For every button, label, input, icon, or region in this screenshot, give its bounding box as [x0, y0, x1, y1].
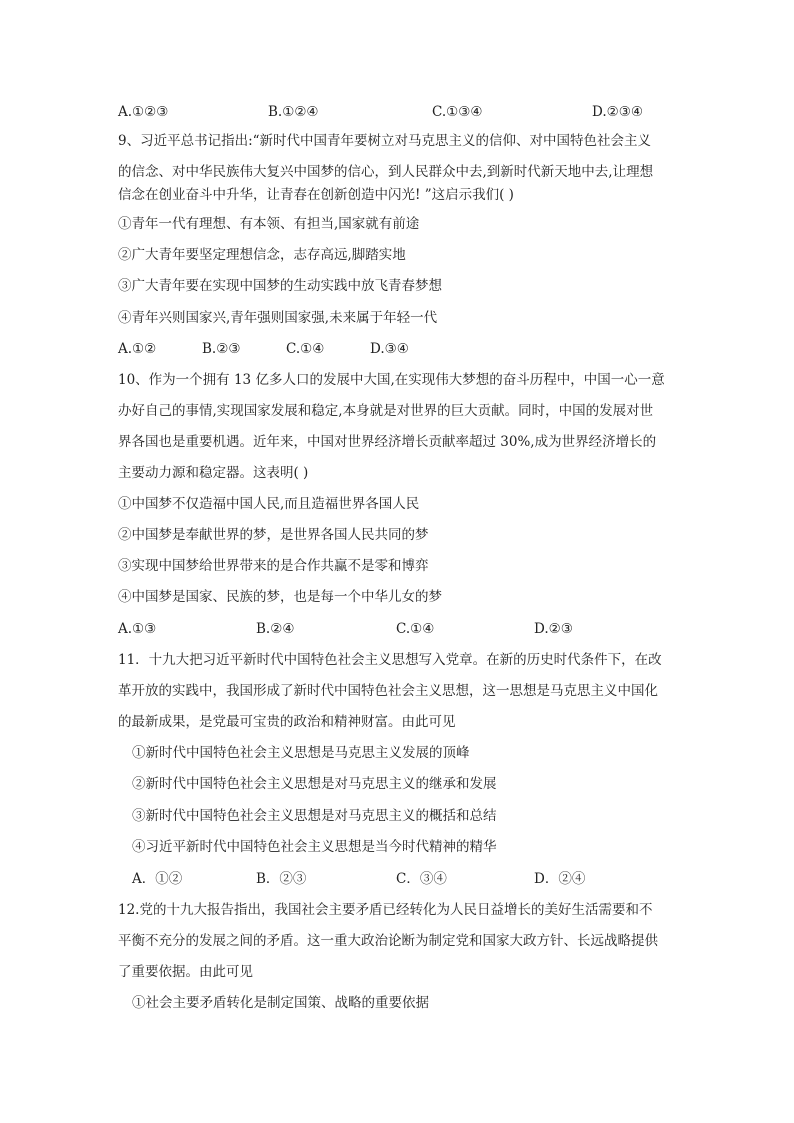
q8-option-a: A.①②③ — [118, 104, 169, 120]
q11-stem-line-2: 革开放的实践中，我国形成了新时代中国特色社会主义思想，这一思想是马克思主义中国化 — [118, 683, 658, 699]
q12-stem-line-3: 了重要依据。由此可见 — [118, 964, 253, 980]
q9-stem-line-2: 的信念、对中华民族伟大复兴中国梦的信心，到人民群众中去,到新时代新天地中去,让理想 — [118, 164, 654, 180]
q8-option-d: D.②③④ — [592, 104, 643, 120]
q10-stem-line-4: 主要动力源和稳定器。这表明( ) — [118, 465, 309, 481]
q9-statement-1: ①青年一代有理想、有本领、有担当,国家就有前途 — [118, 216, 420, 232]
q10-statement-4: ④中国梦是国家、民族的梦，也是每一个中华儿女的梦 — [118, 589, 442, 605]
q10-statement-3: ③实现中国梦给世界带来的是合作共赢不是零和博弈 — [118, 558, 429, 574]
q9-option-d: D.③④ — [370, 341, 409, 357]
q11-statement-2: ②新时代中国特色社会主义思想是对马克思主义的继承和发展 — [132, 776, 497, 792]
q10-option-d: D.②③ — [534, 621, 573, 637]
q8-options — [118, 102, 678, 122]
q12-statement-1: ①社会主要矛盾转化是制定国策、战略的重要依据 — [132, 995, 429, 1011]
q11-statement-3: ③新时代中国特色社会主义思想是对马克思主义的概括和总结 — [132, 808, 497, 824]
q10-stem-line-1: 10、作为一个拥有 13 亿多人口的发展中大国,在实现伟大梦想的奋斗历程中，中国一心一意 — [118, 372, 665, 388]
q11-options — [132, 869, 692, 889]
q9-option-a: A.①② — [118, 341, 157, 357]
q11-statement-1: ①新时代中国特色社会主义思想是马克思主义发展的顶峰 — [132, 745, 470, 761]
q11-option-b: B．②③ — [256, 871, 307, 887]
q12-stem-line-2: 平衡不充分的发展之间的矛盾。这一重大政治论断为制定党和国家大政方针、长远战略提供 — [118, 933, 658, 949]
q10-option-c: C.①④ — [396, 621, 435, 637]
q9-statement-3: ③广大青年要在实现中国梦的生动实践中放飞青春梦想 — [118, 278, 442, 294]
q9-option-c: C.①④ — [286, 341, 325, 357]
q11-option-a: A．①② — [132, 871, 183, 887]
q11-option-c: C．③④ — [396, 871, 447, 887]
q9-options — [118, 339, 678, 359]
q9-stem-line-1: 9、习近平总书记指出:“新时代中国青年要树立对马克思主义的信仰、对中国特色社会主义 — [118, 133, 652, 149]
q9-option-b: B.②③ — [202, 341, 241, 357]
q9-statement-2: ②广大青年要坚定理想信念，志存高远,脚踏实地 — [118, 247, 406, 263]
q11-option-d: D．②④ — [534, 871, 586, 887]
q10-stem-line-3: 界各国也是重要机遇。近年来，中国对世界经济增长贡献率超过 30%,成为世界经济增长的 — [118, 434, 657, 450]
q9-statement-4: ④青年兴则国家兴,青年强则国家强,未来属于年轻一代 — [118, 310, 438, 326]
q10-statement-1: ①中国梦不仅造福中国人民,而且造福世界各国人民 — [118, 496, 420, 512]
q10-options — [118, 619, 678, 639]
q10-stem-line-2: 办好自己的事情,实现国家发展和稳定,本身就是对世界的巨大贡献。同时，中国的发展对世 — [118, 403, 654, 419]
q12-stem-line-1: 12.党的十九大报告指出，我国社会主要矛盾已经转化为人民日益增长的美好生活需要和不 — [118, 902, 653, 918]
q10-option-a: A.①③ — [118, 621, 157, 637]
q11-stem-line-3: 的最新成果，是党最可宝贵的政治和精神财富。由此可见 — [118, 714, 456, 730]
q10-statement-2: ②中国梦是奉献世界的梦，是世界各国人民共同的梦 — [118, 527, 429, 543]
q8-option-b: B.①②④ — [268, 104, 319, 120]
q9-stem-line-3: 信念在创业奋斗中升华，让青春在创新创造中闪光! ”这启示我们( ) — [118, 187, 514, 203]
q11-statement-4: ④习近平新时代中国特色社会主义思想是当今时代精神的精华 — [132, 839, 497, 855]
q10-option-b: B.②④ — [256, 621, 295, 637]
q11-stem-line-1: 11．十九大把习近平新时代中国特色社会主义思想写入党章。在新的历史时代条件下，在改 — [118, 652, 662, 668]
q8-option-c: C.①③④ — [432, 104, 483, 120]
